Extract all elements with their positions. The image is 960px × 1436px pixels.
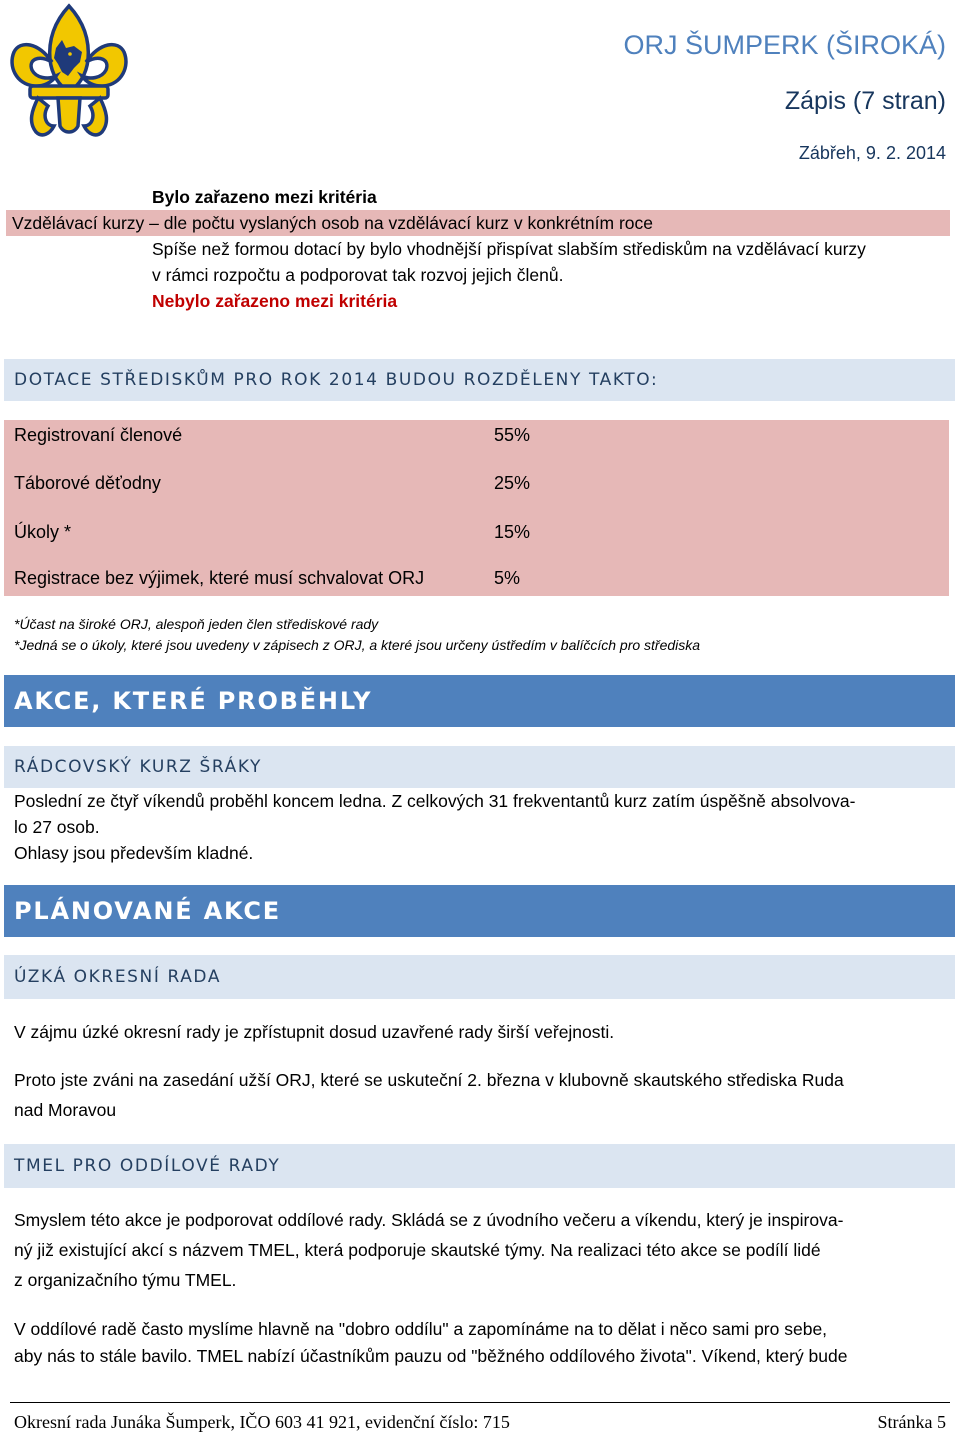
criteria-band: Vzdělávací kurzy – dle počtu vyslaných osob na vzdělávací kurz v konkrétním roce (6, 210, 950, 236)
allocation-value: 5% (494, 568, 521, 588)
tmel-heading: TMEL PRO ODDÍLOVÉ RADY (4, 1144, 955, 1188)
council-text-line: V zájmu úzké okresní rady je zpřístupnit dosud uzavřené rady širší veřejnosti. (14, 1022, 615, 1042)
tmel-text-line: aby nás to stále bavilo. TMEL nabízí účastníkům pauzu od "běžného oddílového života". Víkend, který bude (14, 1346, 848, 1366)
document-title: Zápis (7 stran) (784, 87, 946, 115)
allocation-table (4, 420, 949, 596)
tmel-text-line: ný již existující akcí s názvem TMEL, která podporuje skautské týmy. Na realizaci této akce se podílí lidé (14, 1240, 821, 1260)
allocation-label: Registrace bez výjimek, které musí schvalovat ORJ (14, 568, 425, 588)
allocation-value: 55% (494, 425, 531, 445)
criteria-not-included: Nebylo zařazeno mezi kritéria (152, 291, 398, 311)
course-text-line: Poslední ze čtyř víkendů proběhl koncem ledna. Z celkových 31 frekventantů kurz zatím úspěšně absolvova- (14, 791, 856, 811)
course-text-line: Ohlasy jsou především kladné. (14, 843, 254, 863)
document-date: Zábřeh, 9. 2. 2014 (798, 143, 946, 163)
council-heading: ÚZKÁ OKRESNÍ RADA (4, 955, 955, 999)
footer-page-number: Stránka 5 (877, 1412, 946, 1432)
allocation-label: Registrovaní členové (14, 425, 183, 445)
allocation-footnote: *Účast na široké ORJ, alespoň jeden člen střediskové rady (14, 616, 379, 632)
criteria-text-line: Spíše než formou dotací by bylo vhodnější přispívat slabším střediskům na vzdělávací kurzy (152, 239, 866, 259)
criteria-text-line: v rámci rozpočtu a podporovat tak rozvoj jejich členů. (152, 265, 564, 285)
past-events-heading: AKCE, KTERÉ PROBĚHLY (4, 675, 955, 727)
organization-title: ORJ ŠUMPERK (ŠIROKÁ) (623, 30, 946, 60)
allocation-value: 15% (494, 522, 531, 542)
course-text-line: lo 27 osob. (14, 817, 100, 837)
allocation-value: 25% (494, 473, 531, 493)
allocation-footnote: *Jedná se o úkoly, které jsou uvedeny v zápisech z ORJ, a které jsou určeny ústředím v balíčcích pro střediska (14, 637, 701, 653)
footer-organization: Okresní rada Junáka Šumperk, IČO 603 41 921, evidenční číslo: 715 (14, 1412, 510, 1432)
footer-divider (10, 1402, 950, 1403)
council-text-line: nad Moravou (14, 1100, 117, 1120)
criteria-heading: Bylo zařazeno mezi kritéria (152, 187, 377, 207)
tmel-text-line: V oddílové radě často myslíme hlavně na "dobro oddílu" a zapomínáme na to dělat i něco sami pro sebe, (14, 1319, 828, 1339)
tmel-text-line: Smyslem této akce je podporovat oddílové rady. Skládá se z úvodního večeru a víkendu, který je inspirova- (14, 1210, 844, 1230)
criteria-section (6, 184, 950, 314)
council-text-line: Proto jste zváni na zasedání užší ORJ, které se uskuteční 2. března v klubovně skautského střediska Ruda (14, 1070, 844, 1090)
tmel-text-line: z organizačního týmu TMEL. (14, 1270, 237, 1290)
allocation-heading: DOTACE STŘEDISKŮM PRO ROK 2014 BUDOU ROZDĚLENY TAKTO: (4, 359, 955, 401)
scout-fleur-de-lis-logo-icon (8, 2, 130, 142)
course-heading: RÁDCOVSKÝ KURZ ŠRÁKY (4, 746, 955, 788)
allocation-label: Úkoly * (14, 522, 72, 542)
allocation-label: Táborové děťodny (14, 473, 161, 493)
planned-events-heading: PLÁNOVANÉ AKCE (4, 885, 955, 937)
